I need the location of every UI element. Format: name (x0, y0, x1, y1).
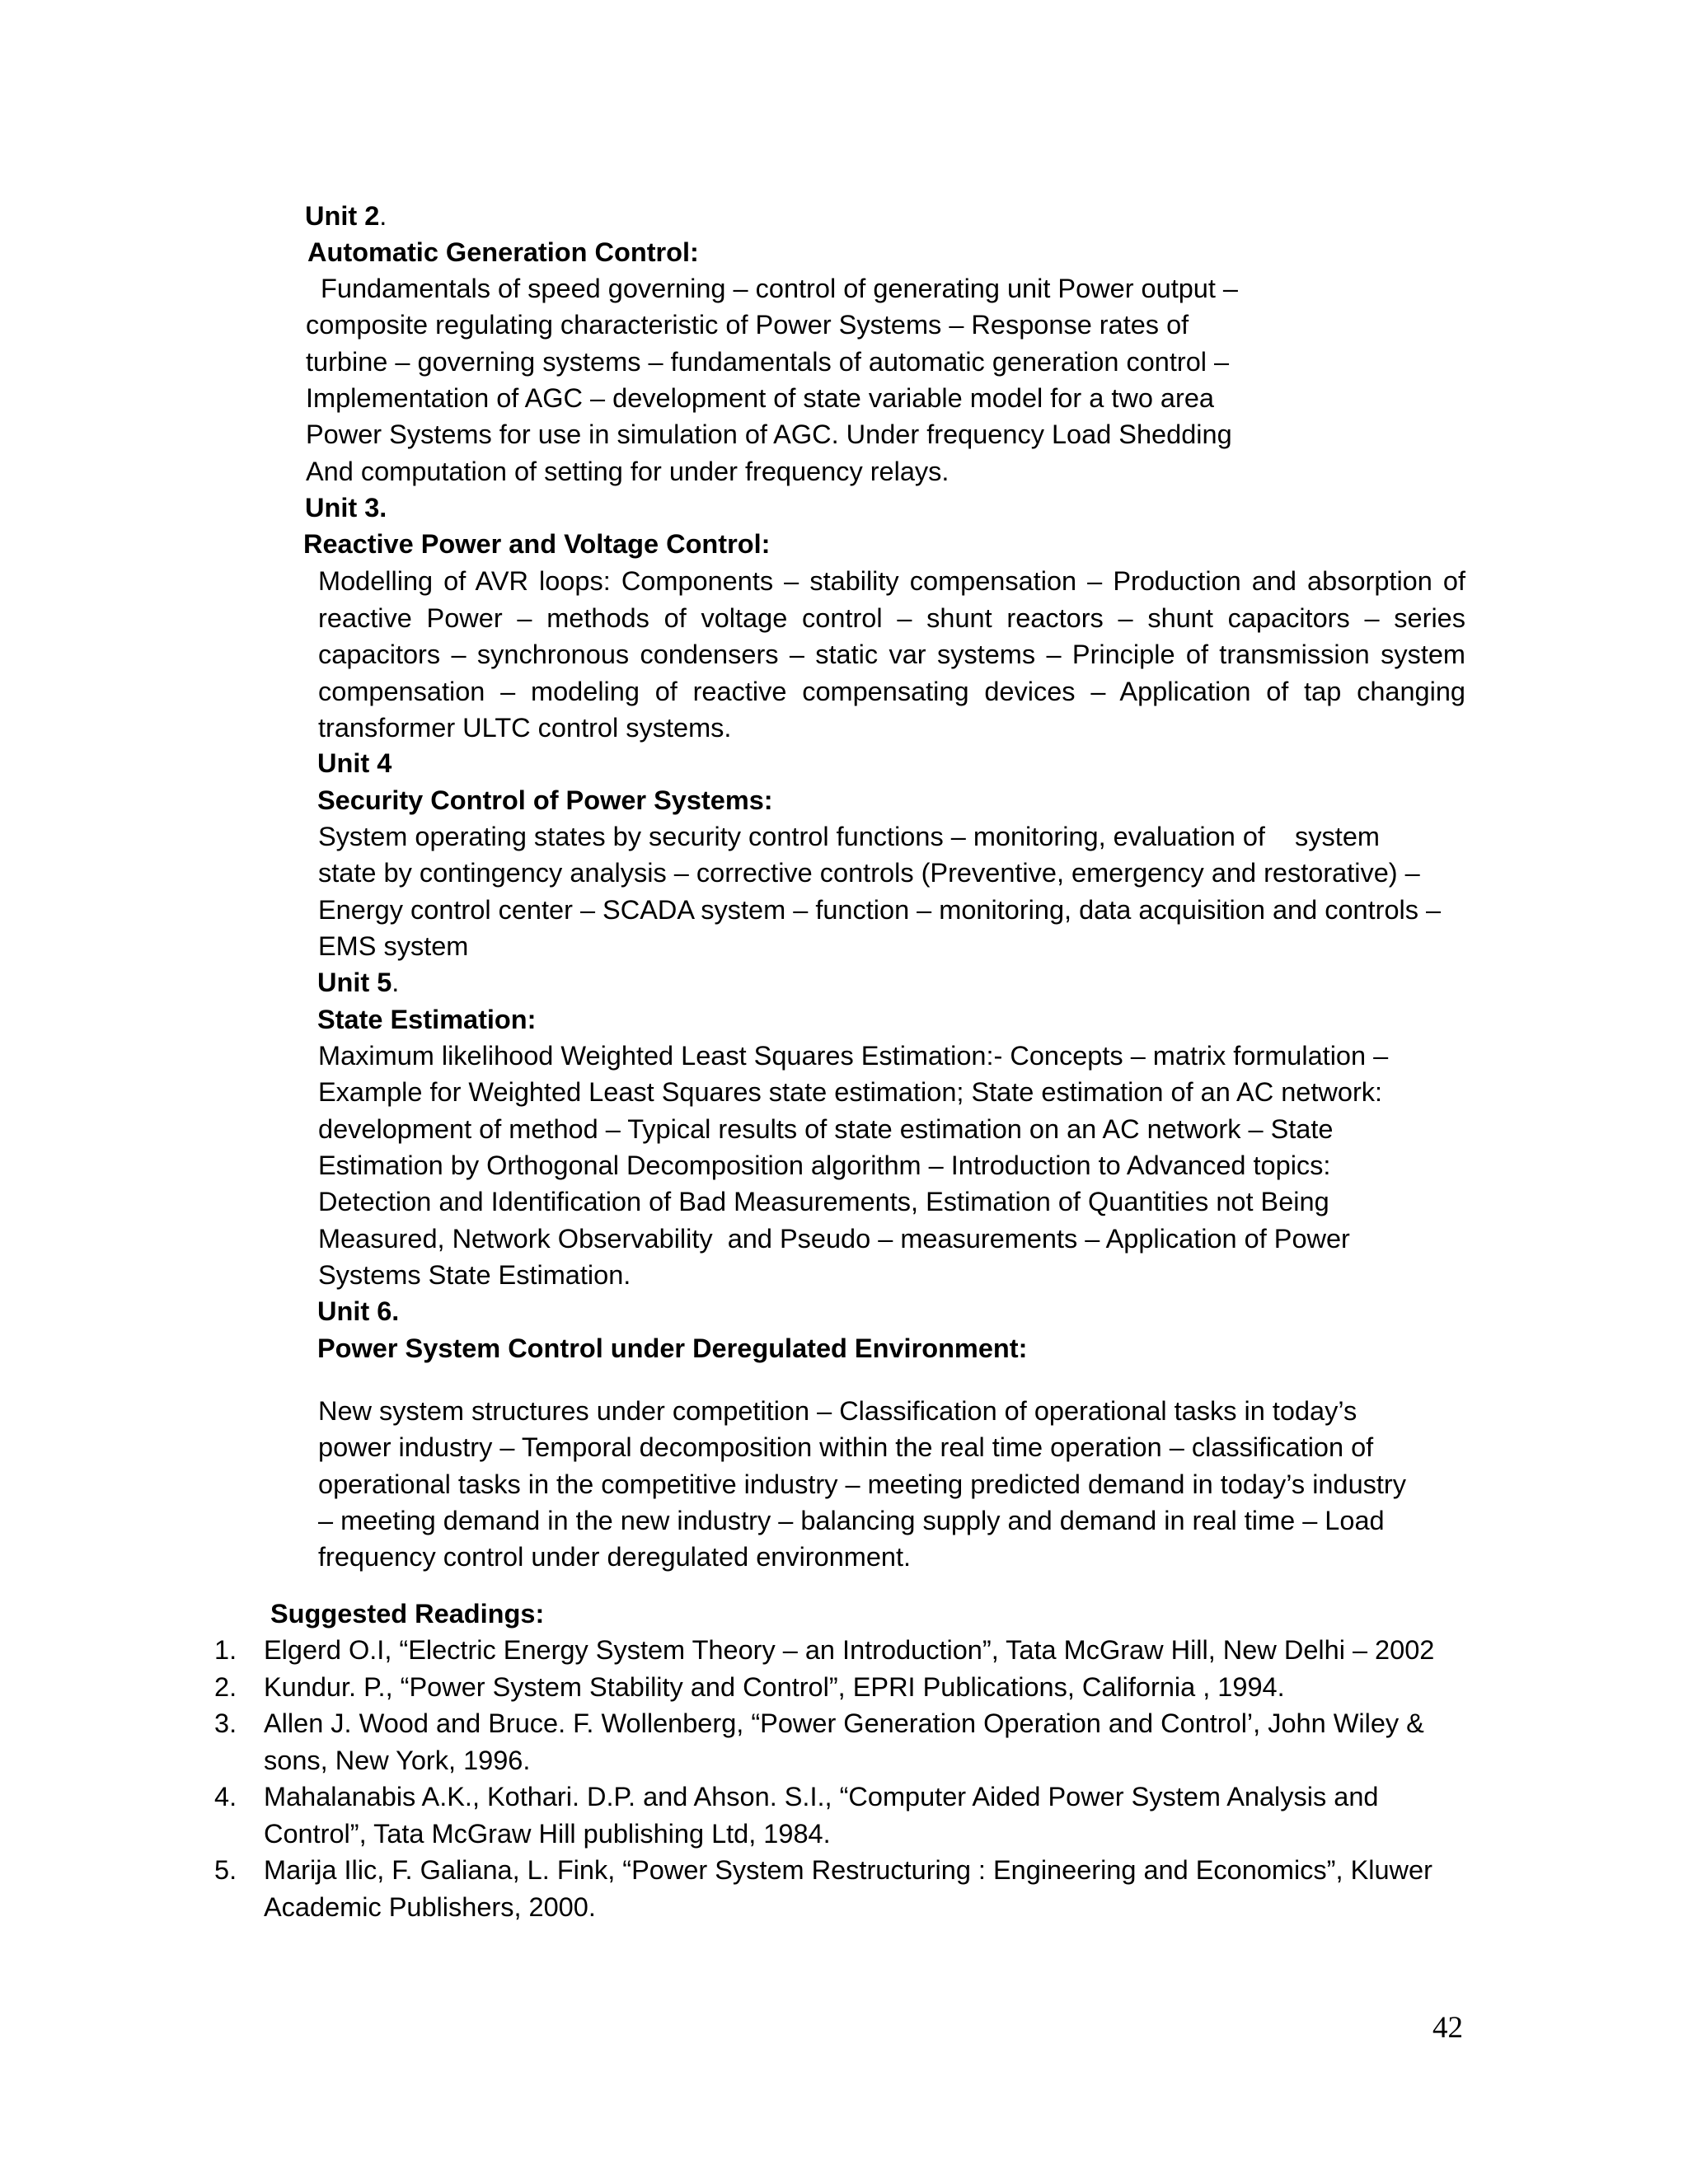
unit-4-body-line-1: System operating states by security control functions – monitoring, evaluation of system (318, 822, 1380, 851)
unit-4-body-line-4: EMS system (318, 931, 469, 961)
unit-5-label: Unit 5. (317, 968, 400, 997)
unit-6-body-line-2: power industry – Temporal decomposition within the real time operation – classification of (318, 1432, 1374, 1462)
reading-number: 1. (214, 1635, 237, 1665)
unit-5-body-line-5: Detection and Identification of Bad Measurements, Estimation of Quantities not Being (318, 1187, 1329, 1216)
unit-5-body-line-6: Measured, Network Observability and Pseudo – measurements – Application of Power (318, 1224, 1350, 1254)
suggested-readings-heading: Suggested Readings: (270, 1599, 545, 1629)
page-number: 42 (1432, 2011, 1463, 2045)
reading-item (0, 1669, 1459, 1706)
unit-5-body-line-3: development of method – Typical results of state estimation on an AC network – State (318, 1114, 1334, 1144)
reading-item (0, 1705, 1459, 1779)
suggested-readings-list (0, 1632, 1688, 1925)
unit-2-title: Automatic Generation Control: (307, 237, 699, 267)
unit-5-body-line-4: Estimation by Orthogonal Decomposition algorithm – Introduction to Advanced topics: (318, 1151, 1331, 1180)
unit-2-body-line-5: Power Systems for use in simulation of AGC. Under frequency Load Shedding (306, 419, 1232, 449)
reading-number: 4. (214, 1782, 237, 1811)
unit-6-title: Power System Control under Deregulated Environment: (317, 1333, 1028, 1363)
unit-5-body-line-2: Example for Weighted Least Squares state estimation; State estimation of an AC network: (318, 1077, 1383, 1107)
unit-6-body-line-4: – meeting demand in the new industry – balancing supply and demand in real time – Load (318, 1506, 1385, 1535)
unit-2-body-line-6: And computation of setting for under frequency relays. (306, 457, 950, 486)
unit-5-body-line-1: Maximum likelihood Weighted Least Squares Estimation:- Concepts – matrix formulation – (318, 1041, 1389, 1071)
unit-5-title: State Estimation: (317, 1005, 537, 1034)
reading-item (0, 1779, 1459, 1852)
unit-2-body-line-1: Fundamentals of speed governing – control of generating unit Power output – (306, 274, 1239, 303)
reading-text: Allen J. Wood and Bruce. F. Wollenberg, “Power Generation Operation and Control’, John Wiley & sons, New York, 1996. (264, 1708, 1424, 1775)
reading-text: Kundur. P., “Power System Stability and Control”, EPRI Publications, California , 1994. (264, 1671, 1285, 1702)
reading-item (0, 1632, 1459, 1669)
unit-3-body: Modelling of AVR loops: Components – stability compensation – Production and absorption of reactive Power – methods of voltage control – shunt reactors – shunt capacitors – series capacitors – synchronous condensers – static var systems – Principle of transmission system compensation – modeling of reactive compensating devices – Application of tap changing transformer ULTC control systems. (318, 566, 1465, 743)
reading-number: 2. (214, 1671, 237, 1702)
unit-3-title: Reactive Power and Voltage Control: (303, 529, 771, 559)
unit-3-label: Unit 3. (305, 493, 387, 523)
unit-5-body-line-7: Systems State Estimation. (318, 1260, 631, 1290)
unit-4-body-line-2: state by contingency analysis – corrective controls (Preventive, emergency and restorative) – (318, 858, 1420, 888)
unit-6-body-line-1: New system structures under competition – Classification of operational tasks in today’s (318, 1396, 1357, 1426)
unit-2-body-line-3: turbine – governing systems – fundamentals of automatic generation control – (306, 347, 1230, 377)
reading-item (0, 1852, 1459, 1925)
reading-text: Elgerd O.I, “Electric Energy System Theory – an Introduction”, Tata McGraw Hill, New Delhi – 2002 (264, 1635, 1435, 1665)
unit-6-body-line-5: frequency control under deregulated environment. (318, 1542, 912, 1572)
reading-text: Mahalanabis A.K., Kothari. D.P. and Ahson. S.I., “Computer Aided Power System Analysis and Control”, Tata McGraw Hill publishing Ltd, 1984. (264, 1782, 1379, 1849)
unit-6-body-line-3: operational tasks in the competitive industry – meeting predicted demand in today’s industry (318, 1469, 1406, 1499)
unit-2-body-line-4: Implementation of AGC – development of state variable model for a two area (306, 383, 1214, 413)
unit-4-label: Unit 4 (317, 748, 392, 778)
unit-4-body-line-3: Energy control center – SCADA system – function – monitoring, data acquisition and controls – (318, 895, 1442, 925)
reading-number: 5. (214, 1855, 237, 1885)
unit-4-title: Security Control of Power Systems: (317, 785, 773, 815)
unit-6-label: Unit 6. (317, 1296, 400, 1326)
unit-2-label: Unit 2. (305, 201, 387, 231)
reading-text: Marija Ilic, F. Galiana, L. Fink, “Power System Restructuring : Engineering and Economics”, Kluwer Academic Publishers, 2000. (264, 1855, 1432, 1922)
reading-number: 3. (214, 1708, 237, 1738)
unit-2-body-line-2: composite regulating characteristic of Power Systems – Response rates of (306, 310, 1189, 340)
